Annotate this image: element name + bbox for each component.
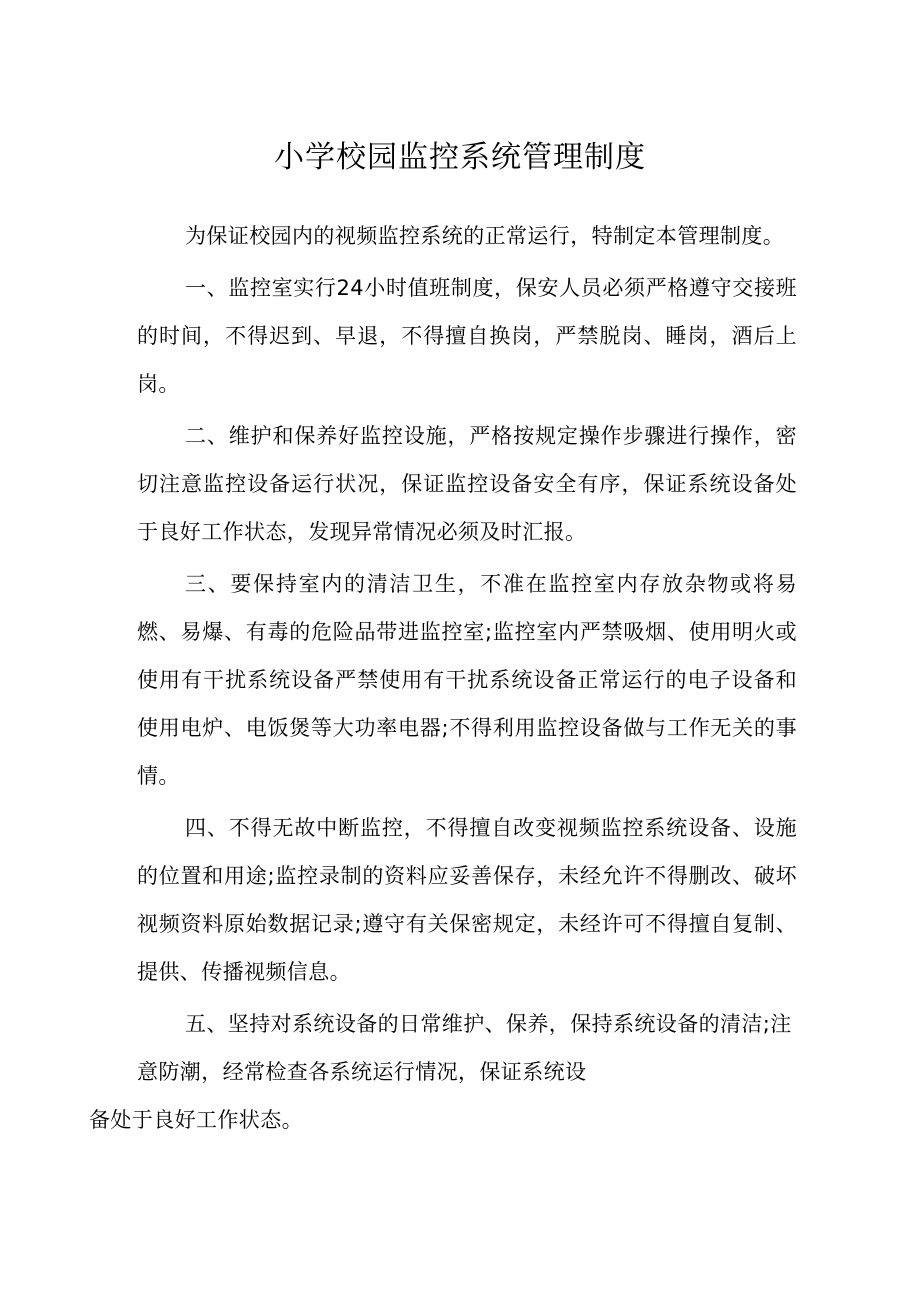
rule-paragraph-5-line-2: 备处于良好工作状态。 (89, 1108, 303, 1132)
rule-paragraph-1: 一、监控室实行24小时值班制度，保安人员必须严格遵守交接班的时间，不得迟到、早退，不得擅自换岗，严禁脱岗、睡岗，酒后上岗。 (137, 276, 797, 396)
rule-paragraph-5-line-1: 五、坚持对系统设备的日常维护、保养，保持系统设备的清洁;注意防潮，经常检查各系统运行情况，保证系统设 (137, 1012, 792, 1084)
intro-paragraph: 为保证校园内的视频监控系统的正常运行，特制定本管理制度。 (185, 224, 785, 248)
rule-paragraph-2: 二、维护和保养好监控设施，严格按规定操作步骤进行操作，密切注意监控设备运行状况，保证监控设备安全有序，保证系统设备处于良好工作状态，发现异常情况必须及时汇报。 (137, 424, 797, 544)
rule-paragraph-3: 三、要保持室内的清洁卫生，不准在监控室内存放杂物或将易燃、易爆、有毒的危险品带进监控室;监控室内严禁吸烟、使用明火或使用有干扰系统设备严禁使用有干扰系统设备正常运行的电子设备和使用电炉、电饭煲等大功率电器;不得利用监控设备做与工作无关的事情。 (137, 572, 797, 788)
document-title: 小学校园监控系统管理制度 (274, 140, 646, 175)
rule-paragraph-5 (89, 1000, 797, 1144)
rule-paragraph-4: 四、不得无故中断监控，不得擅自改变视频监控系统设备、设施的位置和用途;监控录制的资料应妥善保存，未经允许不得删改、破坏视频资料原始数据记录;遵守有关保密规定，未经许可不得擅自复制、提供、传播视频信息。 (137, 816, 797, 984)
document-body (89, 212, 797, 1144)
